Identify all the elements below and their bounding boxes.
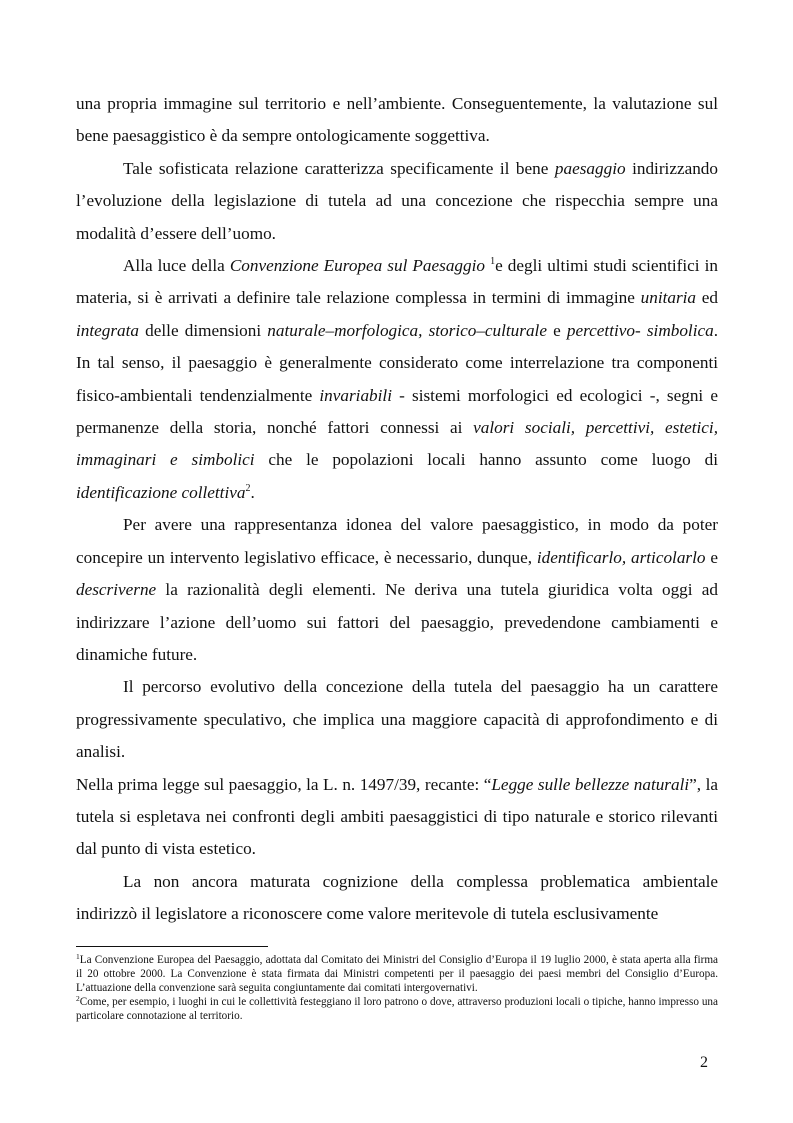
italic-term: identificazione collettiva: [76, 482, 246, 502]
document-body: [76, 88, 718, 931]
paragraph-6: [76, 769, 718, 866]
paragraph-3: [76, 250, 718, 509]
footnote-2: [76, 995, 718, 1023]
text-run: e: [546, 320, 567, 340]
footnote-ref-1[interactable]: 1: [490, 256, 496, 268]
page-number: 2: [700, 1054, 708, 1071]
italic-term: naturale–morfologica, storico–culturale: [267, 320, 547, 340]
footnote-1: [76, 953, 718, 995]
footnote-separator: [76, 946, 268, 947]
text-run: - sistemi morfologici ed ecologici -, segni e permanenze della storia, nonché fattori connessi ai: [76, 385, 718, 438]
italic-term: invariabili: [319, 385, 392, 405]
italic-term: percettivo- simbolica: [566, 320, 714, 340]
text-run: e degli ultimi studi scientifici in materia, si è arrivati a definire tale relazione complessa in termini di immagine: [76, 256, 719, 308]
italic-term: Legge sulle bellezze naturali: [491, 774, 690, 794]
footnote-ref-2[interactable]: 2: [245, 482, 251, 494]
italic-term: Convenzione Europea sul Paesaggio: [229, 256, 485, 276]
footnote-text: La Convenzione Europea del Paesaggio, adottata dal Comitato dei Ministri del Consiglio d’Europa il 19 luglio 2000, è stata aperta alla firma il 20 ottobre 2000. La Convenzione è stata firmata dai Ministri competenti per il paesaggio dei paesi membri del Consiglio d’Europa. L’attuazione della convenzione sarà seguita congiuntamente dai comitati intergovernativi.: [76, 954, 718, 995]
footnotes: [76, 953, 718, 1023]
text-run: la razionalità degli elementi. Ne deriva una tutela giuridica volta oggi ad indirizzare l’azione dell’uomo sui fattori del paesaggio, prevedendone cambiamenti e dinamiche future.: [76, 580, 718, 664]
text-run: Alla luce della: [123, 256, 230, 276]
italic-term: unitaria: [640, 288, 697, 308]
text-run: delle dimensioni: [139, 320, 268, 340]
text-run: che le popolazioni locali hanno assunto come luogo di: [254, 450, 718, 470]
italic-term: descriverne: [76, 580, 157, 600]
text-run: Tale sofisticata relazione caratterizza specificamente il bene: [123, 158, 555, 178]
text-run: . In tal senso, il paesaggio è generalmente considerato come interrelazione tra componenti fisico-ambientali tendenzialmente: [76, 320, 718, 405]
paragraph-7: La non ancora maturata cognizione della complessa problematica ambientale indirizzò il legislatore a riconoscere come valore meritevole di tutela esclusivamente: [76, 871, 718, 924]
italic-term: paesaggio: [554, 158, 626, 178]
paragraph-1: una propria immagine sul territorio e nell’ambiente. Conseguentemente, la valutazione sul bene paesaggistico è da sempre ontologicamente soggettiva.: [76, 94, 718, 146]
paragraph-4: [76, 509, 718, 671]
footnote-text: Come, per esempio, i luoghi in cui le collettività festeggiano il loro patrono o dove, attraverso produzioni locali o tipiche, hanno impresso una particolare connotazione al territorio.: [76, 996, 718, 1023]
text-run: indirizzando l’evoluzione della legislazione di tutela ad una concezione che rispecchia sempre una modalità d’essere dell’uomo.: [76, 158, 718, 243]
text-run: ”, la tutela si espletava nei confronti degli ambiti paesaggistici di tipo naturale e storico rilevanti dal punto di vista estetico.: [76, 774, 718, 859]
text-run: ed: [696, 288, 718, 308]
text-run: Nella prima legge sul paesaggio, la L. n. 1497/39, recante: “: [76, 774, 492, 794]
paragraph-5: Il percorso evolutivo della concezione della tutela del paesaggio ha un carattere progressivamente speculativo, che implica una maggiore capacità di approfondimento e di analisi.: [76, 677, 718, 762]
italic-term: integrata: [76, 320, 140, 340]
footnote-mark: 2: [76, 994, 80, 1004]
text-run: .: [250, 482, 255, 502]
footnote-mark: 1: [76, 952, 80, 961]
italic-term: identificarlo, articolarlo: [536, 547, 706, 567]
text-run: e: [705, 547, 718, 567]
text-run: Per avere una rappresentanza idonea del valore paesaggistico, in modo da poter concepire un intervento legislativo efficace, è necessario, dunque,: [76, 515, 718, 567]
italic-term: valori sociali, percettivi, estetici, immaginari e simbolici: [76, 418, 718, 470]
paragraph-2: [76, 153, 718, 250]
